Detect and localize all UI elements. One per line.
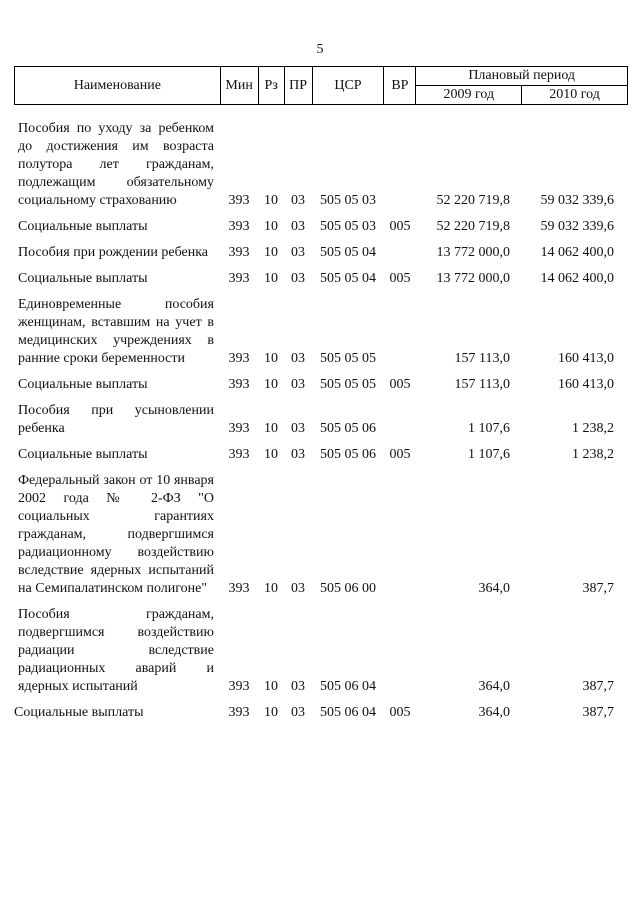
row-csr: 505 05 06 [320, 447, 376, 462]
row-name [14, 394, 220, 438]
header-min: Мин [220, 67, 258, 105]
row-2010: 59 032 339,6 [540, 219, 614, 234]
row-pr: 03 [291, 421, 305, 436]
row-min: 393 [228, 271, 250, 286]
row-name-text: Социальные выплаты [18, 219, 148, 234]
row-rz: 10 [264, 219, 278, 234]
row-min: 393 [228, 193, 250, 208]
table-row [14, 598, 628, 696]
table-row [14, 210, 628, 236]
row-rz: 10 [264, 447, 278, 462]
row-pr: 03 [291, 193, 305, 208]
row-rz: 10 [264, 679, 278, 694]
row-2010: 387,7 [582, 705, 614, 720]
row-vr [384, 394, 416, 438]
row-2010: 160 413,0 [558, 351, 614, 366]
row-2009: 364,0 [478, 581, 510, 596]
row-pr: 03 [291, 271, 305, 286]
table-row [14, 112, 628, 210]
row-csr: 505 06 04 [320, 679, 376, 694]
row-vr: 005 [389, 447, 411, 462]
row-csr: 505 05 03 [320, 219, 376, 234]
row-name [14, 262, 220, 288]
row-name [14, 464, 220, 598]
row-rz: 10 [264, 421, 278, 436]
header-name: Наименование [15, 67, 221, 105]
row-name-text: Пособия гражданам, подвергшимся воздействию радиации вследствие радиационных аварий и ядерных испытаний [18, 607, 214, 694]
row-2010: 387,7 [582, 581, 614, 596]
row-name-text: Социальные выплаты [18, 377, 148, 392]
row-csr: 505 05 03 [320, 193, 376, 208]
row-rz: 10 [264, 245, 278, 260]
header-year-2009: 2009 год [416, 86, 522, 105]
row-vr: 005 [389, 271, 411, 286]
row-name [14, 210, 220, 236]
row-2010: 59 032 339,6 [540, 193, 614, 208]
row-vr [384, 112, 416, 210]
row-name [14, 112, 220, 210]
row-pr: 03 [291, 219, 305, 234]
row-2009: 364,0 [478, 705, 510, 720]
header-vr: ВР [384, 67, 416, 105]
row-pr: 03 [291, 377, 305, 392]
row-2010: 1 238,2 [572, 447, 614, 462]
row-name-text: Социальные выплаты [18, 271, 148, 286]
row-2009: 157 113,0 [454, 351, 510, 366]
row-csr: 505 05 05 [320, 351, 376, 366]
row-min: 393 [228, 447, 250, 462]
row-name [14, 438, 220, 464]
budget-table [14, 112, 628, 722]
row-min: 393 [228, 581, 250, 596]
row-name [14, 236, 220, 262]
row-name [14, 598, 220, 696]
header-csr: ЦСР [312, 67, 384, 105]
row-vr [384, 288, 416, 368]
row-2010: 14 062 400,0 [540, 245, 614, 260]
row-2009: 13 772 000,0 [436, 271, 510, 286]
row-2009: 13 772 000,0 [436, 245, 510, 260]
row-name-text: Социальные выплаты [18, 447, 148, 462]
header-period: Плановый период [416, 67, 628, 86]
row-name [14, 368, 220, 394]
table-row [14, 438, 628, 464]
row-2010: 14 062 400,0 [540, 271, 614, 286]
row-min: 393 [228, 421, 250, 436]
row-csr: 505 05 05 [320, 377, 376, 392]
row-csr: 505 05 04 [320, 245, 376, 260]
row-pr: 03 [291, 581, 305, 596]
row-2009: 1 107,6 [468, 421, 510, 436]
row-min: 393 [228, 679, 250, 694]
table-row [14, 696, 628, 722]
row-min: 393 [228, 377, 250, 392]
row-vr [384, 464, 416, 598]
row-pr: 03 [291, 351, 305, 366]
row-csr: 505 06 04 [320, 705, 376, 720]
row-2010: 160 413,0 [558, 377, 614, 392]
row-name-text: Федеральный закон от 10 января 2002 года № 2-ФЗ "О социальных гарантиях гражданам, подвергшимся радиационному воздействию вследствие ядерных испытаний на Семипалатинском полигоне" [18, 473, 214, 596]
header-pr: ПР [284, 67, 312, 105]
table-row [14, 288, 628, 368]
row-rz: 10 [264, 271, 278, 286]
row-name-text: Пособия при рождении ребенка [18, 245, 209, 260]
row-rz: 10 [264, 351, 278, 366]
row-2010: 387,7 [582, 679, 614, 694]
row-rz: 10 [264, 705, 278, 720]
row-2009: 157 113,0 [454, 377, 510, 392]
row-min: 393 [228, 219, 250, 234]
row-name-text: Социальные выплаты [14, 705, 144, 720]
table-row [14, 394, 628, 438]
table-row [14, 368, 628, 394]
row-2009: 1 107,6 [468, 447, 510, 462]
row-csr: 505 06 00 [320, 581, 376, 596]
row-name-text: Пособия при усыновлении ребенка [18, 403, 214, 436]
row-2009: 52 220 719,8 [436, 219, 510, 234]
table-row [14, 464, 628, 598]
row-min: 393 [228, 351, 250, 366]
row-rz: 10 [264, 377, 278, 392]
row-vr: 005 [389, 705, 411, 720]
row-pr: 03 [291, 679, 305, 694]
row-vr: 005 [389, 219, 411, 234]
row-2009: 52 220 719,8 [436, 193, 510, 208]
row-name-text: Пособия по уходу за ребенком до достижения им возраста полутора лет гражданам, подлежащим обязательному социальному страхованию [18, 121, 214, 208]
row-csr: 505 05 06 [320, 421, 376, 436]
table-row [14, 262, 628, 288]
table-header [14, 66, 628, 105]
row-min: 393 [228, 245, 250, 260]
header-year-2010: 2010 год [522, 86, 628, 105]
row-vr [384, 236, 416, 262]
row-vr: 005 [389, 377, 411, 392]
row-min: 393 [228, 705, 250, 720]
row-pr: 03 [291, 245, 305, 260]
row-csr: 505 05 04 [320, 271, 376, 286]
header-rz: Рз [258, 67, 284, 105]
page-number: 5 [316, 42, 324, 57]
row-name [14, 288, 220, 368]
row-pr: 03 [291, 447, 305, 462]
row-2009: 364,0 [478, 679, 510, 694]
row-vr [384, 598, 416, 696]
table-row [14, 236, 628, 262]
row-pr: 03 [291, 705, 305, 720]
row-rz: 10 [264, 193, 278, 208]
row-rz: 10 [264, 581, 278, 596]
row-name-text: Единовременные пособия женщинам, вставшим на учет в медицинских учреждениях в ранние сроки беременности [18, 297, 214, 366]
row-2010: 1 238,2 [572, 421, 614, 436]
row-name [14, 696, 220, 722]
